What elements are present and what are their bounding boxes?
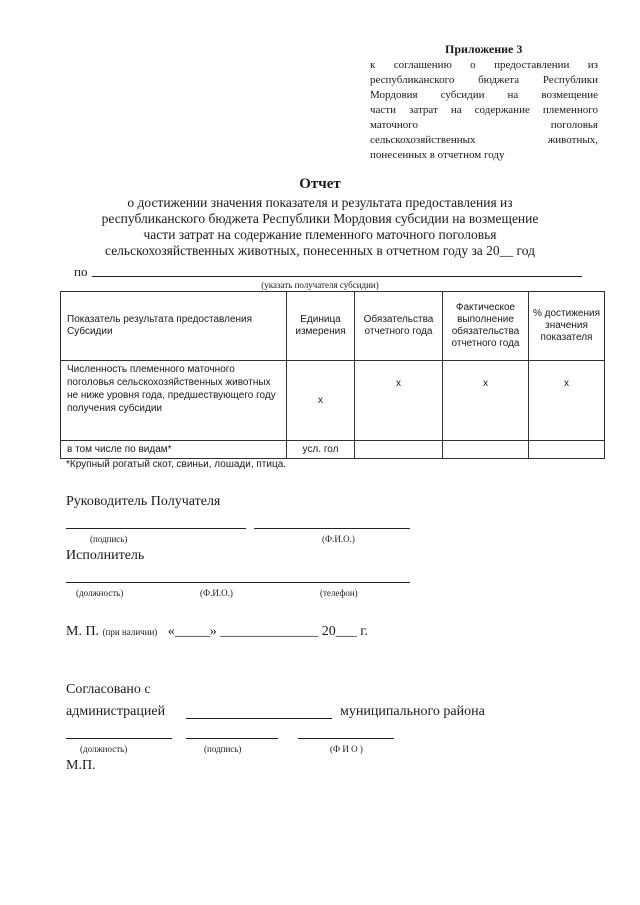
cell-obligation[interactable]: х [355,361,443,441]
report-subtitle-line: части затрат на содержание племенного маточного поголовья [143,227,497,242]
table-row [61,441,605,459]
head-signature-line[interactable] [66,528,246,529]
header-obligation: Обязательства отчетного года [355,292,443,361]
appendix-line: понесенных в отчетном году [370,149,505,161]
header-indicator: Показатель результата предоставления Субсидии [61,292,287,361]
cell-unit[interactable]: усл. гол [287,441,355,459]
executor-line[interactable] [66,582,410,583]
appendix-title: Приложение 3 [445,42,523,56]
header-unit: Единица измерения [287,292,355,361]
signature-hint: (подпись) [90,534,128,544]
appendix-text [370,58,598,163]
position-hint: (должность) [76,588,124,598]
header-percent: % достижения значения показателя [529,292,605,361]
date-field[interactable]: «_____» ______________ 20___ г. [167,624,368,639]
po-label: по [74,264,88,279]
table-row [61,361,605,441]
cell-actual[interactable] [443,441,529,459]
admin-line[interactable] [186,718,332,719]
mp-note: (при наличии) [102,627,158,637]
admin-label: администрацией [66,704,166,719]
agreed-label: Согласовано с [66,682,151,697]
table-header-row [61,292,605,361]
agreed-position-line[interactable] [66,738,172,739]
fio-hint: (Ф.И.О.) [322,534,355,544]
municipal-label: муниципального района [340,704,485,719]
report-subtitle-line: о достижении значения показателя и результата предоставления из [127,195,513,210]
cell-unit[interactable]: х [287,361,355,441]
report-subtitle-line: сельскохозяйственных животных, понесенных в отчетном году за 20__ год [105,243,535,258]
appendix-line: к соглашению о предоставлении из [370,59,598,71]
cell-indicator: Численность племенного маточного поголовья сельскохозяйственных животных не ниже уровня года, предшествующего году получения субсидии [61,361,287,441]
appendix-line: республиканского бюджета Республики [370,74,598,86]
report-title: Отчет [299,176,341,192]
fio-hint: (Ф.И.О.) [200,588,233,598]
cell-percent[interactable]: х [529,361,605,441]
head-fio-line[interactable] [254,528,410,529]
header-actual: Фактическое выполнение обязательства отчетного года [443,292,529,361]
cell-obligation[interactable] [355,441,443,459]
head-label: Руководитель Получателя [66,494,221,509]
cell-percent[interactable] [529,441,605,459]
mp-label: М.П. [66,758,96,773]
appendix-line: Мордовия субсидии на возмещение [370,89,598,101]
fio-hint: (Ф И О ) [330,744,363,754]
cell-actual[interactable]: х [443,361,529,441]
signature-hint: (подпись) [204,744,242,754]
agreed-fio-line[interactable] [298,738,394,739]
appendix-line: маточного поголовья [370,119,598,131]
mp-label: М. П. [66,624,100,639]
position-hint: (должность) [80,744,128,754]
appendix-line: части затрат на содержание племенного [370,104,598,116]
report-subtitle-line: республиканского бюджета Республики Мордовия субсидии на возмещение [101,211,539,226]
recipient-line[interactable] [92,276,582,277]
cell-indicator: в том числе по видам* [61,441,287,459]
report-subtitle [0,195,640,259]
agreed-signature-line[interactable] [186,738,278,739]
report-table [60,291,605,459]
recipient-hint: (указать получателя субсидии) [261,280,379,290]
footnote: *Крупный рогатый скот, свиньи, лошади, птица. [66,459,287,470]
executor-label: Исполнитель [66,548,145,563]
appendix-line: сельскохозяйственных животных, [370,134,598,146]
mp-row [66,624,368,640]
phone-hint: (телефон) [320,588,358,598]
